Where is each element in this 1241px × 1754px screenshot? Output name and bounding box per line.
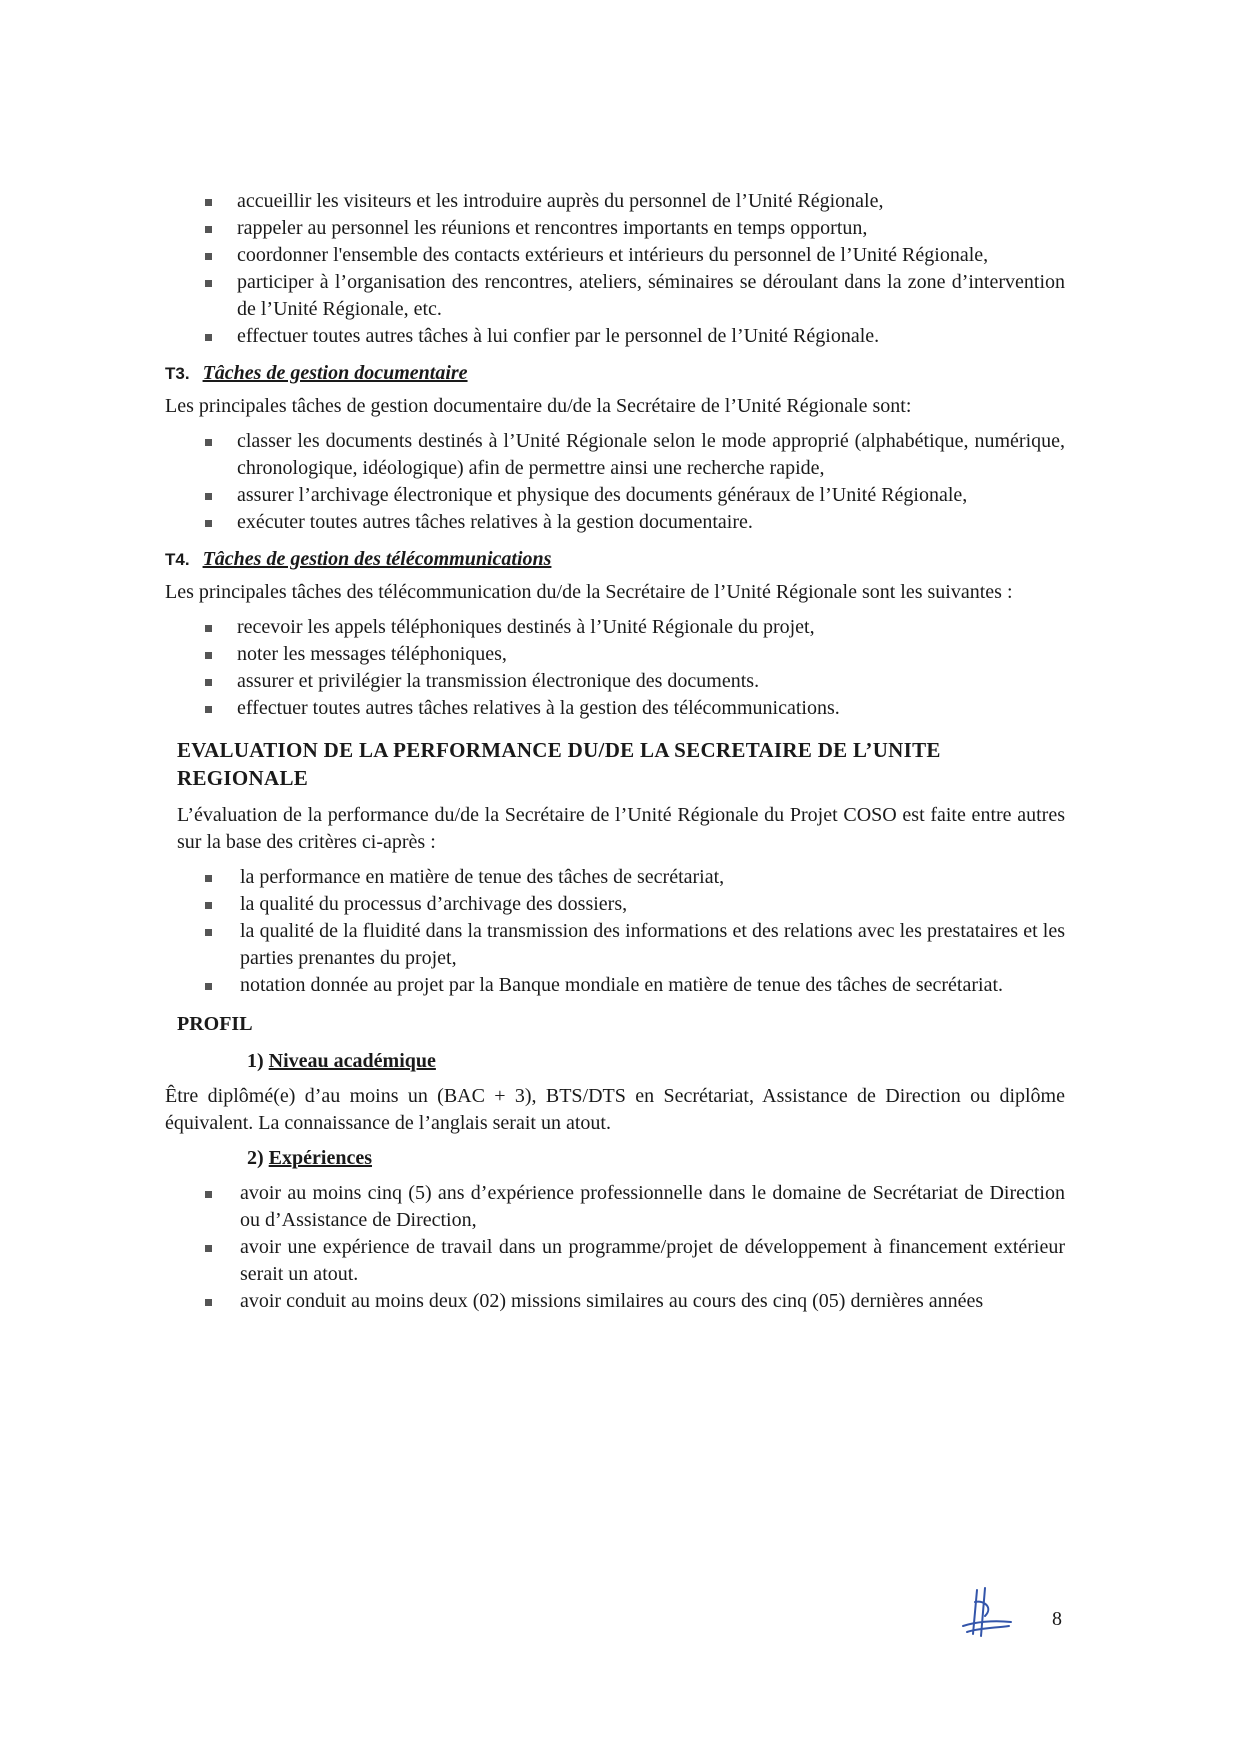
list-item: exécuter toutes autres tâches relatives à la gestion documentaire. xyxy=(165,509,1065,536)
section-intro: Les principales tâches de gestion documentaire du/de la Secrétaire de l’Unité Régionale sont: xyxy=(165,395,912,417)
list-item: la qualité du processus d’archivage des dossiers, xyxy=(165,891,1065,918)
secretarial-tasks-list xyxy=(165,188,1065,350)
list-item: avoir conduit au moins deux (02) missions similaires au cours des cinq (05) dernières années xyxy=(165,1288,1065,1315)
t4-task-list xyxy=(165,614,1065,722)
section-title: Tâches de gestion des télécommunications xyxy=(202,548,552,570)
section-intro: Les principales tâches des télécommunication du/de la Secrétaire de l’Unité Régionale sont les suivantes : xyxy=(165,581,1013,603)
section-number: T3. xyxy=(165,364,190,383)
section-t3-heading xyxy=(165,360,1065,387)
niveau-heading xyxy=(247,1048,1065,1075)
niveau-text: Être diplômé(e) d’au moins un (BAC + 3), BTS/DTS en Secrétariat, Assistance de Direction ou diplôme équivalent. La connaissance de l’anglais serait un atout. xyxy=(165,1085,1065,1134)
list-item: la qualité de la fluidité dans la transmission des informations et des relations avec les prestataires et les parties prenantes du projet, xyxy=(165,918,1065,972)
experiences-list xyxy=(165,1180,1065,1315)
list-item: assurer et privilégier la transmission électronique des documents. xyxy=(165,668,1065,695)
signature-initials xyxy=(955,1582,1015,1642)
list-item: assurer l’archivage électronique et physique des documents généraux de l’Unité Régionale, xyxy=(165,482,1065,509)
list-item: accueillir les visiteurs et les introduire auprès du personnel de l’Unité Régionale, xyxy=(165,188,1065,215)
t3-task-list xyxy=(165,428,1065,536)
list-item: avoir au moins cinq (5) ans d’expérience professionnelle dans le domaine de Secrétariat de Direction ou d’Assistance de Direction, xyxy=(165,1180,1065,1234)
subsection-title: Expériences xyxy=(268,1147,372,1169)
experiences-heading xyxy=(247,1145,1065,1172)
list-item: effectuer toutes autres tâches à lui confier par le personnel de l’Unité Régionale. xyxy=(165,323,1065,350)
list-item: participer à l’organisation des rencontres, ateliers, séminaires se déroulant dans la zone d’intervention de l’Unité Régionale, etc. xyxy=(165,269,1065,323)
page-content xyxy=(165,188,1065,1315)
list-item: avoir une expérience de travail dans un programme/projet de développement à financement extérieur serait un atout. xyxy=(165,1234,1065,1288)
profil-heading: PROFIL xyxy=(177,1013,253,1035)
list-item: noter les messages téléphoniques, xyxy=(165,641,1065,668)
evaluation-intro: L’évaluation de la performance du/de la Secrétaire de l’Unité Régionale du Projet COSO est faite entre autres sur la base des critères ci-après : xyxy=(177,804,1065,853)
list-item: recevoir les appels téléphoniques destinés à l’Unité Régionale du projet, xyxy=(165,614,1065,641)
section-title: Tâches de gestion documentaire xyxy=(202,362,468,384)
evaluation-heading: EVALUATION DE LA PERFORMANCE DU/DE LA SECRETAIRE DE L’UNITE REGIONALE xyxy=(177,738,941,790)
list-item: coordonner l'ensemble des contacts extérieurs et intérieurs du personnel de l’Unité Régionale, xyxy=(165,242,1065,269)
subsection-number: 1) xyxy=(247,1050,264,1072)
subsection-number: 2) xyxy=(247,1147,264,1169)
section-t4-heading xyxy=(165,546,1065,573)
list-item: effectuer toutes autres tâches relatives à la gestion des télécommunications. xyxy=(165,695,1065,722)
list-item: la performance en matière de tenue des tâches de secrétariat, xyxy=(165,864,1065,891)
section-number: T4. xyxy=(165,550,190,569)
list-item: notation donnée au projet par la Banque mondiale en matière de tenue des tâches de secrétariat. xyxy=(165,972,1065,999)
page-number: 8 xyxy=(1052,1608,1062,1630)
list-item: rappeler au personnel les réunions et rencontres importants en temps opportun, xyxy=(165,215,1065,242)
list-item: classer les documents destinés à l’Unité Régionale selon le mode approprié (alphabétique, numérique, chronologique, idéologique) afin de permettre ainsi une recherche rapide, xyxy=(165,428,1065,482)
subsection-title: Niveau académique xyxy=(268,1050,436,1072)
evaluation-criteria-list xyxy=(165,864,1065,999)
